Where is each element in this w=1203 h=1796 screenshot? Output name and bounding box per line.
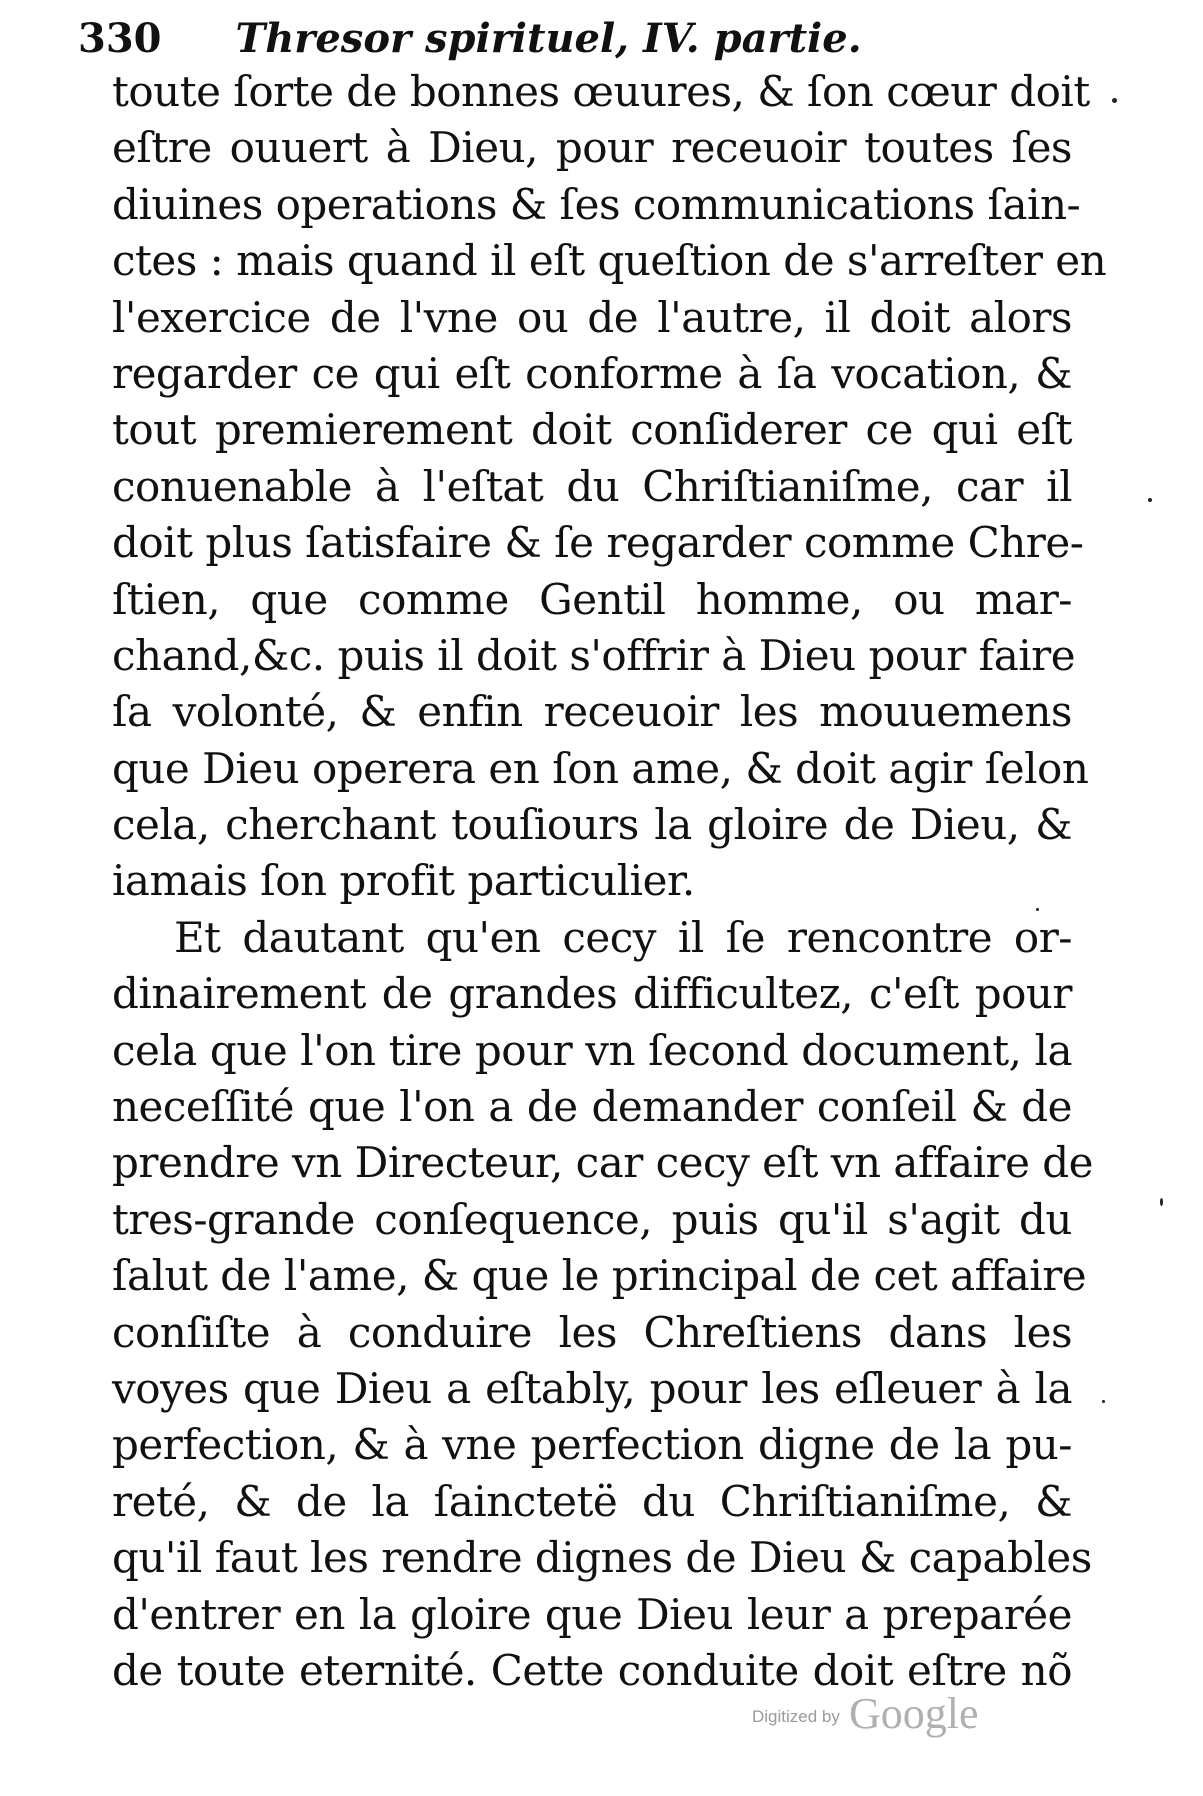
ink-speck (1148, 498, 1152, 502)
running-header (78, 10, 1078, 68)
text-line: d'entrer en la gloire que Dieu leur a preparée (112, 1589, 1072, 1639)
text-line: neceſſité que l'on a de demander conſeil & de (112, 1082, 1072, 1132)
text-line: dinairement de grandes difficultez, c'eſt pour (112, 969, 1072, 1019)
text-line: ſa volonté, & enfin receuoir les mouuemens (112, 687, 1072, 737)
text-line: reté, & de la ſainctetë du Chriſtianiſme, & (112, 1476, 1072, 1526)
watermark-prefix: Digitized by (752, 1707, 840, 1726)
text-line: ſtien, que comme Gentil homme, ou mar- (112, 574, 1072, 624)
ink-speck (1112, 98, 1117, 103)
text-line: chand,&c. puis il doit s'offrir à Dieu pour faire (112, 630, 1076, 680)
ink-speck (1160, 1198, 1163, 1206)
text-line: cela que l'on tire pour vn ſecond document, la (112, 1025, 1072, 1075)
digitized-by-google-watermark (752, 1688, 1052, 1748)
text-line: conuenable à l'eſtat du Chriſtianiſme, car il (112, 461, 1072, 511)
ink-speck (1036, 908, 1039, 911)
text-line: qu'il faut les rendre dignes de Dieu & capables (112, 1533, 1092, 1583)
text-line: de toute eternité. Cette conduite doit eſtre nõ (112, 1645, 1072, 1695)
text-line: cela, cherchant touſiours la gloire de Dieu, & (112, 800, 1072, 850)
text-line-paragraph-end: iamais ſon profit particulier. (112, 856, 695, 906)
text-line: eſtre ouuert à Dieu, pour receuoir toutes ſes (112, 123, 1072, 173)
text-line: doit plus ſatisfaire & ſe regarder comme Chre- (112, 518, 1084, 568)
text-line: perfection, & à vne perfection digne de la pu- (112, 1420, 1072, 1470)
text-line: ſalut de l'ame, & que le principal de cet affaire (112, 1251, 1087, 1301)
text-line: prendre vn Directeur, car cecy eſt vn affaire de (112, 1138, 1094, 1188)
text-line: l'exercice de l'vne ou de l'autre, il doit alors (112, 292, 1072, 342)
google-logo: Google (848, 1689, 979, 1738)
text-line-paragraph-start: Et dautant qu'en cecy il ſe rencontre or- (174, 912, 1072, 962)
text-line: diuines operations & ſes communications ſain- (112, 179, 1081, 229)
text-line: tout premierement doit conſiderer ce qui eſt (112, 405, 1072, 455)
body-text (112, 64, 1107, 1695)
text-line: regarder ce qui eſt conforme à ſa vocation, & (112, 348, 1072, 398)
text-line: voyes que Dieu a eſtably, pour les eſleuer à la (112, 1363, 1072, 1413)
text-line: que Dieu operera en ſon ame, & doit agir ſelon (112, 743, 1089, 793)
text-line: ctes : mais quand il eſt queſtion de s'arreſter en (112, 236, 1107, 286)
text-line: tres-grande conſequence, puis qu'il s'agit du (112, 1194, 1072, 1244)
running-title: Thresor spirituel, IV. partie. (235, 15, 862, 62)
text-line: toute ſorte de bonnes œuures, & ſon cœur doit (112, 67, 1090, 116)
page-number: 330 (78, 15, 162, 62)
ink-speck (1102, 1400, 1105, 1403)
text-line: conſiſte à conduire les Chreſtiens dans les (112, 1307, 1072, 1357)
